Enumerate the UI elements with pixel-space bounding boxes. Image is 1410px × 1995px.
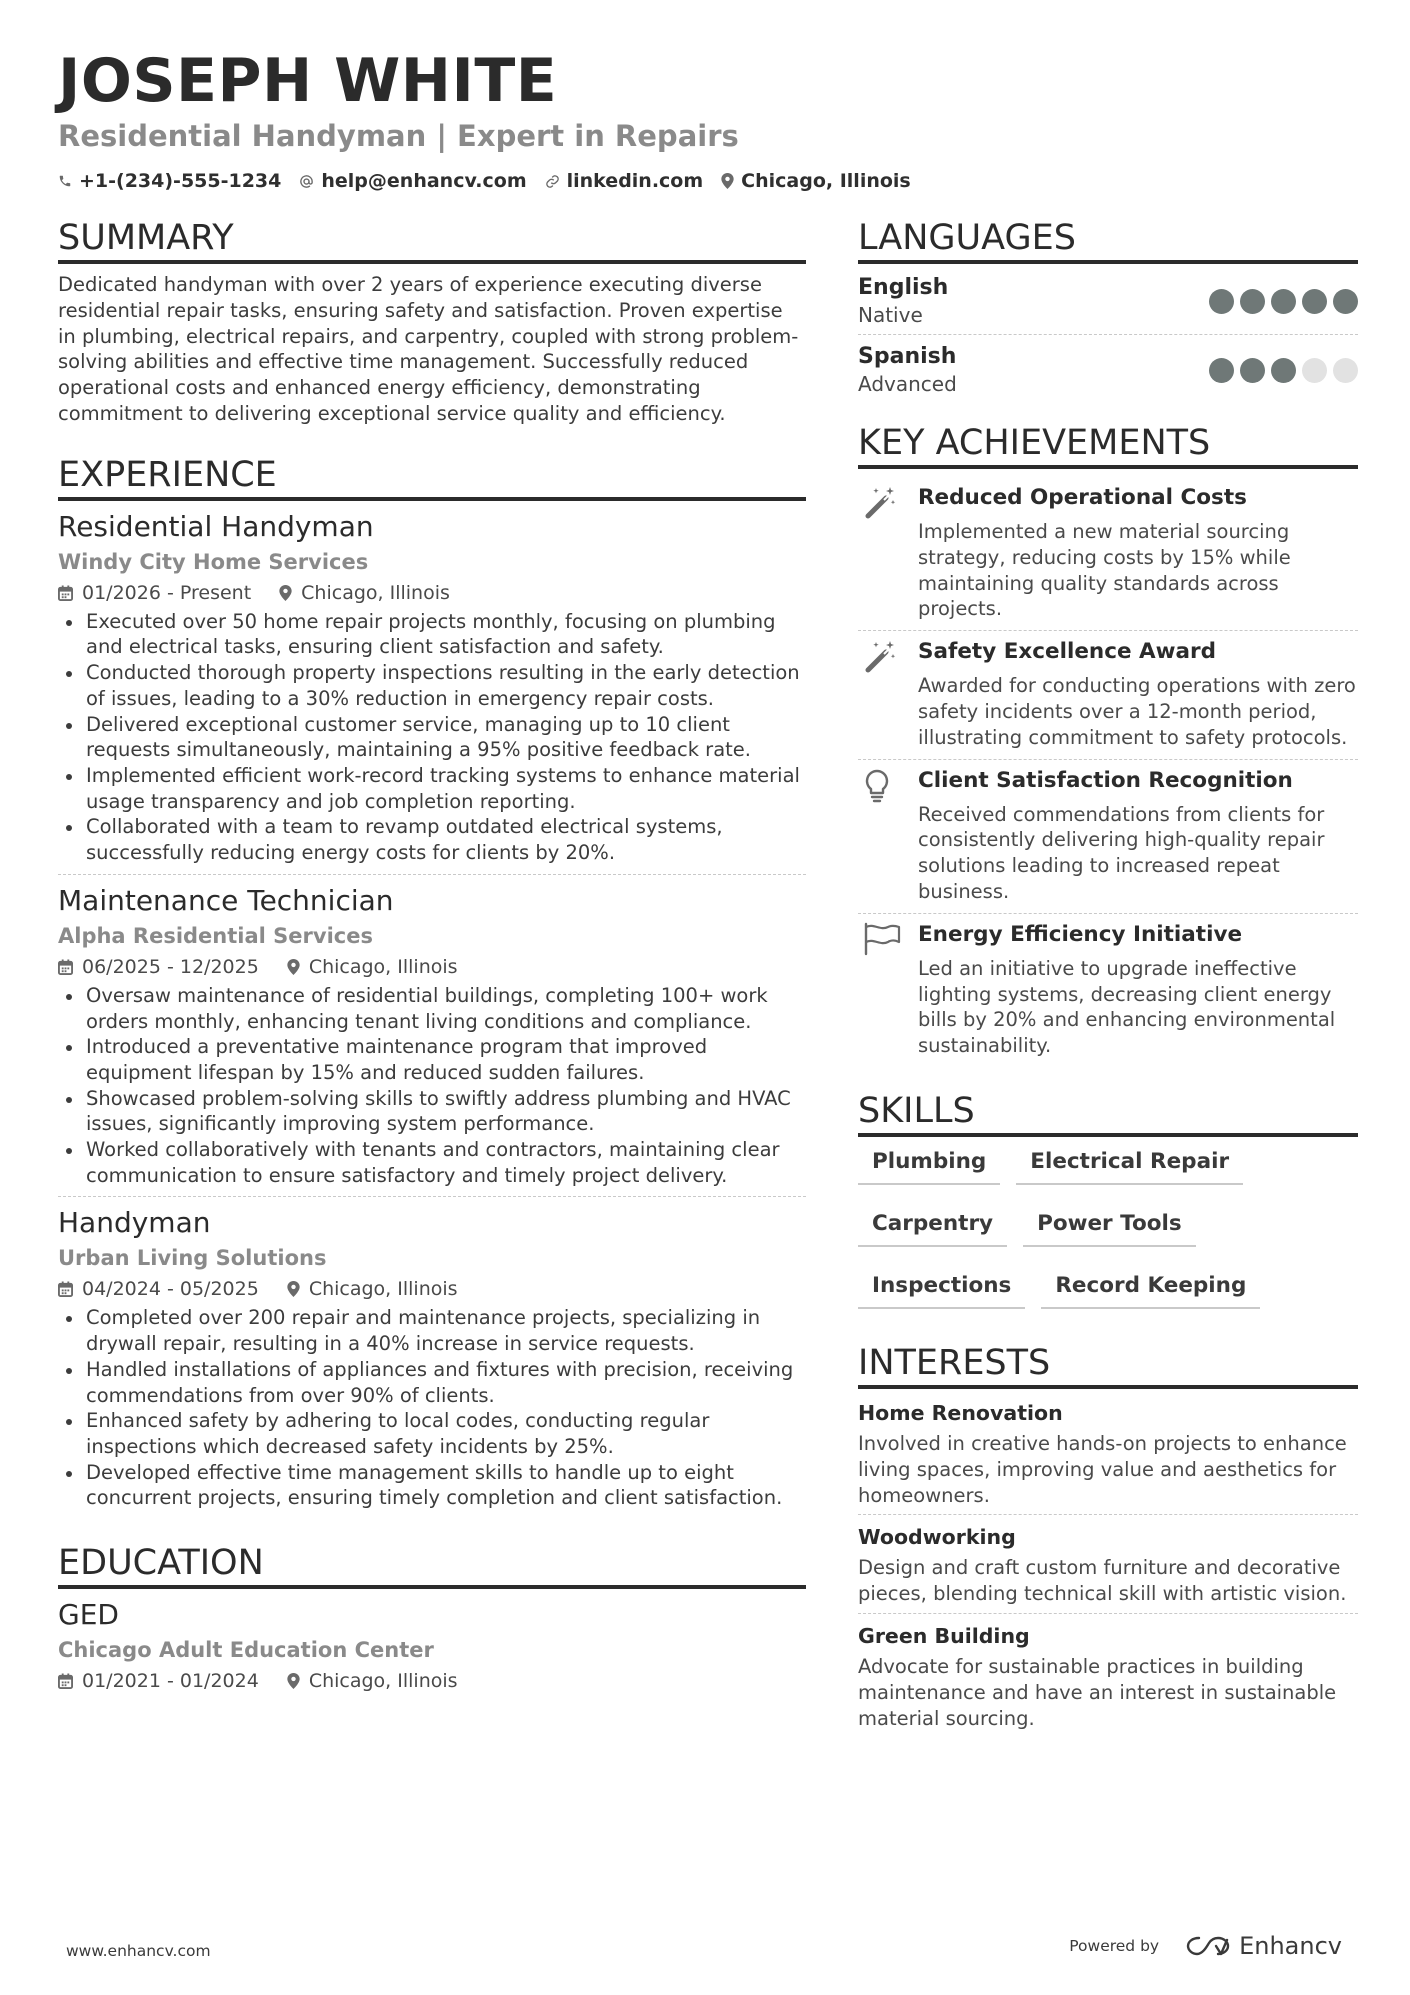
contact-location: [721, 168, 911, 194]
summary-text: Dedicated handyman with over 2 years of experience executing diverse residential repair tasks, ensuring safety and satisfaction. Proven expertise in plumbing, electrical repairs, and carpentry, coupled with strong problem-solving abilities and effective time management. Successfully reduced operational costs and enhanced energy efficiency, demonstrating commitment to delivering exceptional service quality and efficiency.: [58, 273, 799, 425]
achievement-item: [858, 477, 1358, 631]
interest-title: Woodworking: [858, 1525, 1016, 1550]
achievement-desc: Implemented a new material sourcing strategy, reducing costs by 15% while maintaining quality standards across projects.: [918, 520, 1291, 621]
achievement-icon-wrap: [858, 637, 918, 750]
contact-phone[interactable]: [58, 168, 281, 194]
rating-dot-filled: [1240, 358, 1265, 383]
achievement-title: Client Satisfaction Recognition: [918, 767, 1293, 793]
education-section: [58, 1541, 806, 1695]
job-entry: [58, 1205, 806, 1519]
interest-item: [858, 1397, 1358, 1515]
at-icon: [299, 174, 314, 189]
left-column: [58, 216, 806, 1721]
skill-tag: Power Tools: [1023, 1207, 1196, 1247]
skill-tag: Electrical Repair: [1016, 1145, 1243, 1185]
job-role: Maintenance Technician: [58, 883, 394, 917]
rating-dot-empty: [1302, 358, 1327, 383]
job-bullet: Conducted thorough property inspections resulting in the early detection of issues, leading to a 30% reduction in emergency repair costs.: [58, 660, 806, 711]
job-dates-text: 06/2025 - 12/2025: [82, 955, 259, 978]
skills-list: [858, 1145, 1358, 1331]
achievement-body: [918, 483, 1358, 622]
rating-dot-filled: [1271, 289, 1296, 314]
lightbulb-icon: [862, 768, 892, 804]
job-company: Windy City Home Services: [58, 549, 369, 574]
interest-title: Green Building: [858, 1623, 1030, 1648]
achievement-icon-wrap: [858, 766, 918, 905]
achievement-item: [858, 631, 1358, 759]
achievement-icon-wrap: [858, 483, 918, 622]
phone-icon: [58, 174, 72, 188]
rating-dot-filled: [1271, 358, 1296, 383]
education-heading: EDUCATION: [58, 1541, 806, 1589]
job-dates: [58, 953, 259, 981]
education-location: [287, 1667, 458, 1695]
magic-wand-icon: [862, 639, 898, 675]
interest-desc: Design and craft custom furniture and decorative pieces, blending technical skill with artistic vision.: [858, 1556, 1347, 1606]
achievement-desc: Awarded for conducting operations with zero safety incidents over a 12-month period, illustrating commitment to safety protocols.: [918, 674, 1356, 749]
job-meta: [58, 1275, 806, 1303]
job-meta: [58, 579, 806, 607]
interest-desc: Involved in creative hands-on projects to enhance living spaces, improving value and aesthetics for homeowners.: [858, 1431, 1347, 1507]
job-bullet: Delivered exceptional customer service, managing up to 10 client requests simultaneously, maintaining a 95% positive feedback rate.: [58, 712, 806, 763]
languages-section: [858, 216, 1358, 403]
interest-item: [858, 1521, 1358, 1614]
rating-dot-filled: [1240, 289, 1265, 314]
education-dates-text: 01/2021 - 01/2024: [82, 1670, 259, 1693]
location-icon: [721, 173, 734, 189]
job-bullet: Implemented efficient work-record tracking systems to enhance material usage transparency and job completion reporting.: [58, 763, 806, 814]
candidate-name: JOSEPH WHITE: [58, 46, 558, 116]
right-column: [858, 216, 1358, 1763]
language-level: Native: [858, 303, 923, 327]
achievement-item: [858, 760, 1358, 914]
contact-linkedin[interactable]: [545, 168, 704, 194]
job-role: Handyman: [58, 1206, 211, 1240]
achievement-title: Energy Efficiency Initiative: [918, 921, 1243, 947]
job-location-text: Chicago, Illinois: [308, 955, 458, 978]
link-icon: [545, 174, 560, 189]
job-entry: [58, 509, 806, 875]
skills-heading: SKILLS: [858, 1089, 1358, 1137]
interests-heading: INTERESTS: [858, 1341, 1358, 1389]
interest-title: Home Renovation: [858, 1400, 1063, 1425]
job-bullets: [58, 609, 806, 866]
location-icon: [287, 1281, 300, 1297]
footer-branding: [1069, 1932, 1342, 1960]
job-bullet: Worked collaboratively with tenants and contractors, maintaining clear communication to ensure satisfactory and timely project delivery.: [58, 1137, 806, 1188]
rating-dot-filled: [1302, 289, 1327, 314]
job-bullet: Enhanced safety by adhering to local codes, conducting regular inspections which decreased safety incidents by 25%.: [58, 1408, 806, 1459]
experience-heading: EXPERIENCE: [58, 453, 806, 501]
education-location-text: Chicago, Illinois: [308, 1670, 458, 1693]
achievement-title: Safety Excellence Award: [918, 639, 1217, 665]
job-bullets: [58, 983, 806, 1189]
contact-email[interactable]: [299, 168, 526, 194]
summary-section: [58, 216, 806, 427]
education-school: Chicago Adult Education Center: [58, 1638, 434, 1663]
achievement-body: [918, 637, 1358, 750]
job-location-text: Chicago, Illinois: [308, 1278, 458, 1301]
powered-by-text: Powered by: [1069, 1937, 1160, 1955]
magic-wand-icon: [862, 485, 898, 521]
education-degree: GED: [58, 1598, 119, 1632]
enhancv-logo-icon: [1185, 1934, 1231, 1958]
education-dates: [58, 1667, 259, 1695]
job-bullet: Collaborated with a team to revamp outdated electrical systems, successfully reducing energy costs for clients by 20%.: [58, 814, 806, 865]
location-icon: [279, 585, 292, 601]
interest-item: [858, 1620, 1358, 1737]
job-location: [287, 953, 458, 981]
job-meta: [58, 953, 806, 981]
job-role: Residential Handyman: [58, 509, 374, 543]
rating-dot-filled: [1209, 289, 1234, 314]
candidate-title: Residential Handyman | Expert in Repairs: [58, 119, 739, 153]
contact-bar: [58, 168, 929, 194]
achievements-section: [858, 421, 1358, 1067]
summary-heading: SUMMARY: [58, 216, 806, 264]
job-dates: [58, 579, 251, 607]
job-entry: [58, 883, 806, 1198]
location-icon: [287, 959, 300, 975]
calendar-icon: [58, 959, 73, 975]
flag-icon: [862, 922, 902, 956]
rating-dot-filled: [1333, 289, 1358, 314]
achievement-body: [918, 766, 1358, 905]
skill-tag: Plumbing: [858, 1145, 1000, 1185]
brand-text: Enhancv: [1239, 1932, 1342, 1960]
achievement-body: [918, 920, 1358, 1059]
calendar-icon: [58, 585, 73, 601]
location-icon: [287, 1673, 300, 1689]
calendar-icon: [58, 1281, 73, 1297]
achievements-heading: KEY ACHIEVEMENTS: [858, 421, 1358, 469]
job-bullet: Developed effective time management skills to handle up to eight concurrent projects, ensuring timely completion and client satisfaction.: [58, 1460, 806, 1511]
linkedin-text: linkedin.com: [566, 170, 704, 192]
achievement-item: [858, 914, 1358, 1067]
languages-heading: LANGUAGES: [858, 216, 1358, 264]
job-bullet: Executed over 50 home repair projects monthly, focusing on plumbing and electrical tasks, ensuring client satisfaction and safety.: [58, 609, 806, 660]
job-location: [287, 1275, 458, 1303]
job-bullet: Handled installations of appliances and fixtures with precision, receiving commendations from over 90% of clients.: [58, 1357, 806, 1408]
job-dates-text: 04/2024 - 05/2025: [82, 1278, 259, 1301]
achievement-desc: Led an initiative to upgrade ineffective lighting systems, decreasing client energy bills by 20% and enhancing environmental sustainability.: [918, 956, 1336, 1058]
language-info: [858, 274, 948, 328]
location-text: Chicago, Illinois: [741, 170, 911, 192]
language-rating: [1203, 289, 1358, 314]
job-company: Alpha Residential Services: [58, 923, 373, 948]
job-dates: [58, 1275, 259, 1303]
achievement-title: Reduced Operational Costs: [918, 485, 1247, 510]
calendar-icon: [58, 1673, 73, 1689]
job-bullet: Showcased problem-solving skills to swiftly address plumbing and HVAC issues, significantly improving system performance.: [58, 1086, 806, 1137]
phone-text: +1-(234)-555-1234: [79, 170, 282, 192]
job-location: [279, 579, 450, 607]
job-location-text: Chicago, Illinois: [301, 581, 450, 604]
language-name: Spanish: [858, 344, 957, 369]
interest-desc: Advocate for sustainable practices in building maintenance and have an interest in sustainable material sourcing.: [858, 1654, 1337, 1730]
achievement-icon-wrap: [858, 920, 918, 1059]
job-bullet: Completed over 200 repair and maintenance projects, specializing in drywall repair, resulting in a 40% increase in service requests.: [58, 1305, 806, 1356]
language-info: [858, 343, 957, 397]
job-bullets: [58, 1305, 806, 1511]
interests-section: [858, 1341, 1358, 1737]
rating-dot-empty: [1333, 358, 1358, 383]
language-level: Advanced: [858, 372, 957, 396]
email-text: help@enhancv.com: [321, 170, 527, 192]
job-dates-text: 01/2026 - Present: [82, 581, 252, 604]
skill-tag: Inspections: [858, 1269, 1025, 1309]
achievement-desc: Received commendations from clients for consistently delivering high-quality repair solutions leading to increased repeat business.: [918, 802, 1325, 903]
skill-tag: Carpentry: [858, 1207, 1007, 1247]
skills-section: [858, 1089, 1358, 1331]
job-bullet: Introduced a preventative maintenance program that improved equipment lifespan by 15% and reduced sudden failures.: [58, 1034, 806, 1085]
footer-website[interactable]: www.enhancv.com: [66, 1942, 211, 1960]
job-bullet: Oversaw maintenance of residential buildings, completing 100+ work orders monthly, enhancing tenant living conditions and compliance.: [58, 983, 806, 1034]
job-company: Urban Living Solutions: [58, 1246, 327, 1271]
education-meta: [58, 1667, 806, 1695]
language-name: English: [858, 275, 949, 300]
experience-section: [58, 453, 806, 1519]
rating-dot-filled: [1209, 358, 1234, 383]
skill-tag: Record Keeping: [1041, 1269, 1260, 1309]
enhancv-logo[interactable]: [1185, 1932, 1342, 1960]
language-item: [858, 272, 1358, 335]
language-item: [858, 341, 1358, 403]
language-rating: [1203, 358, 1358, 383]
